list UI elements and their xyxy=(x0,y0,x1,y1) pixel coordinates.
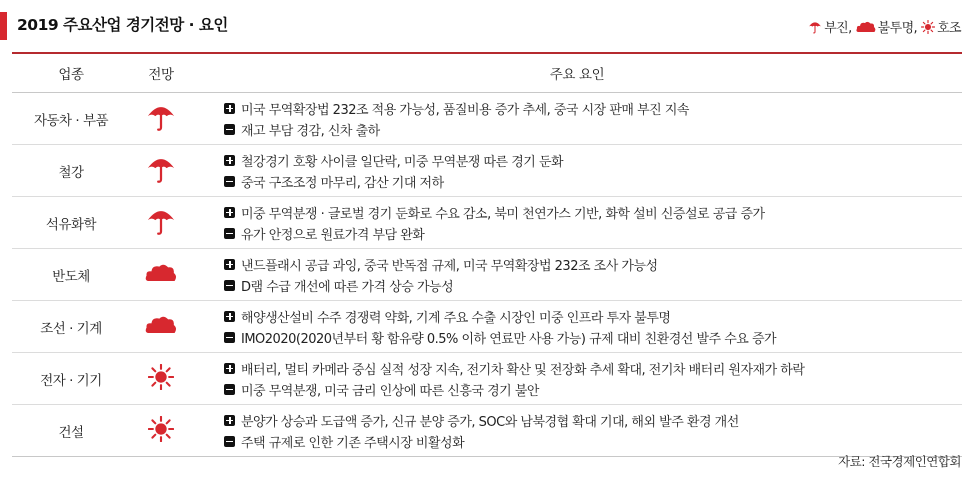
header-industry: 업종 xyxy=(12,53,130,93)
plus-icon xyxy=(224,155,235,166)
industry-cell: 건설 xyxy=(12,405,130,457)
title-accent-bar xyxy=(0,12,7,40)
table-row xyxy=(12,197,962,249)
sun-icon xyxy=(921,20,935,34)
header-outlook: 전망 xyxy=(130,53,192,93)
plus-factor: 해양생산설비 수주 경쟁력 약화, 기계 주요 수출 시장인 미중 인프라 투자 불투명 xyxy=(241,310,671,326)
outlook-cell xyxy=(130,197,192,249)
umbrella-icon xyxy=(146,225,176,240)
minus-icon xyxy=(224,176,235,187)
minus-factor: 주택 규제로 인한 기존 주택시장 비활성화 xyxy=(241,435,465,451)
factors-cell xyxy=(192,301,962,353)
minus-factor: 미중 무역분쟁, 미국 금리 인상에 따른 신흥국 경기 불안 xyxy=(241,383,539,399)
factors-cell xyxy=(192,353,962,405)
industry-cell: 반도체 xyxy=(12,249,130,301)
cloud-icon xyxy=(856,21,876,33)
minus-icon xyxy=(224,332,235,343)
industry-cell: 석유화학 xyxy=(12,197,130,249)
outlook-cell xyxy=(130,353,192,405)
table-row xyxy=(12,93,962,145)
page-title: 2019 주요산업 경기전망 · 요인 xyxy=(17,16,228,34)
legend-label-good: 호조 xyxy=(937,21,961,36)
legend-label-poor: 부진, xyxy=(824,21,852,36)
cloud-icon xyxy=(145,324,177,339)
umbrella-icon xyxy=(146,121,176,136)
table-row xyxy=(12,405,962,457)
plus-icon xyxy=(224,207,235,218)
legend xyxy=(808,17,963,36)
factors-cell xyxy=(192,93,962,145)
sun-icon xyxy=(148,431,174,446)
outlook-cell xyxy=(130,249,192,301)
minus-icon xyxy=(224,280,235,291)
minus-factor: 중국 구조조정 마무리, 감산 기대 저하 xyxy=(241,175,444,191)
cloud-icon xyxy=(145,272,177,287)
plus-icon xyxy=(224,259,235,270)
table-row xyxy=(12,353,962,405)
sun-icon xyxy=(148,379,174,394)
plus-icon xyxy=(224,363,235,374)
minus-factor: IMO2020(2020년부터 황 함유량 0.5% 이하 연료만 사용 가능) 규제 대비 친환경선 발주 수요 증가 xyxy=(241,331,777,347)
header-factors: 주요 요인 xyxy=(192,53,962,93)
plus-factor: 미중 무역분쟁 · 글로벌 경기 둔화로 수요 감소, 북미 천연가스 기반, 화학 설비 신증설로 공급 증가 xyxy=(241,206,765,222)
plus-icon xyxy=(224,311,235,322)
umbrella-icon xyxy=(146,173,176,188)
table-row xyxy=(12,145,962,197)
outlook-cell xyxy=(130,301,192,353)
plus-factor: 낸드플래시 공급 과잉, 중국 반독점 규제, 미국 무역확장법 232조 조사 가능성 xyxy=(241,258,658,274)
factors-cell xyxy=(192,249,962,301)
plus-factor: 분양가 상승과 도급액 증가, 신규 분양 증가, SOC와 남북경협 확대 기대, 해외 발주 환경 개선 xyxy=(241,414,739,430)
plus-icon xyxy=(224,103,235,114)
plus-icon xyxy=(224,415,235,426)
industry-cell: 자동차 · 부품 xyxy=(12,93,130,145)
minus-icon xyxy=(224,228,235,239)
minus-icon xyxy=(224,384,235,395)
minus-icon xyxy=(224,124,235,135)
plus-factor: 철강경기 호황 사이클 일단락, 미중 무역분쟁 따른 경기 둔화 xyxy=(241,154,564,170)
outlook-cell xyxy=(130,405,192,457)
table-row xyxy=(12,301,962,353)
factors-cell xyxy=(192,405,962,457)
minus-factor: 재고 부담 경감, 신차 출하 xyxy=(241,123,380,139)
factors-cell xyxy=(192,145,962,197)
table-row xyxy=(12,249,962,301)
source-note: 자료: 전국경제인연합회 xyxy=(838,454,961,469)
minus-factor: 유가 안정으로 원료가격 부담 완화 xyxy=(241,227,425,243)
plus-factor: 미국 무역확장법 232조 적용 가능성, 품질비용 증가 추세, 중국 시장 판매 부진 지속 xyxy=(241,102,689,118)
outlook-table xyxy=(12,52,962,457)
umbrella-icon xyxy=(808,20,822,34)
minus-icon xyxy=(224,436,235,447)
outlook-cell xyxy=(130,93,192,145)
factors-cell xyxy=(192,197,962,249)
industry-cell: 전자 · 기기 xyxy=(12,353,130,405)
plus-factor: 배터리, 멀티 카메라 중심 실적 성장 지속, 전기차 확산 및 전장화 추세 확대, 전기차 배터리 원자재가 하락 xyxy=(241,362,805,378)
minus-factor: D램 수급 개선에 따른 가격 상승 가능성 xyxy=(241,279,454,295)
table-header-row xyxy=(12,53,962,93)
industry-cell: 철강 xyxy=(12,145,130,197)
industry-cell: 조선 · 기계 xyxy=(12,301,130,353)
legend-label-uncertain: 불투명, xyxy=(877,21,918,36)
outlook-cell xyxy=(130,145,192,197)
